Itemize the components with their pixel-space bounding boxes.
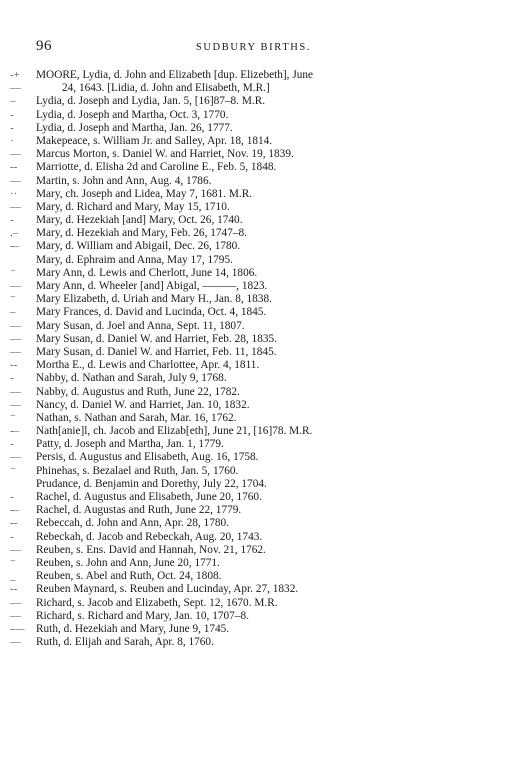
record-text: Reuben, s. Ens. David and Hannah, Nov. 21, 1762.	[36, 543, 266, 556]
record-entry	[0, 161, 507, 174]
margin-mark: —	[10, 319, 21, 332]
margin-mark: —	[10, 385, 21, 398]
margin-mark: .–	[10, 227, 19, 240]
record-text: Mary, d. Hezekiah and Mary, Feb. 26, 1747–8.	[36, 227, 247, 240]
record-entry	[0, 109, 507, 122]
record-text: Mortha E., d. Lewis and Charlottee, Apr. 4, 1811.	[36, 359, 260, 372]
margin-mark: -	[10, 121, 14, 134]
margin-mark: —	[10, 398, 21, 411]
record-entry-continuation	[0, 82, 507, 95]
margin-mark: -	[10, 530, 14, 543]
margin-mark: -	[10, 372, 14, 385]
record-text: Mary Ann, d. Lewis and Cherlott, June 14, 1806.	[36, 266, 258, 279]
record-text: Nabby, d. Nathan and Sarah, July 9, 1768.	[36, 372, 227, 385]
record-text: Mary Ann, d. Wheeler [and] Abigal, ———, 1823.	[36, 280, 268, 292]
margin-mark: —	[10, 451, 21, 464]
record-text: Mary, d. Hezekiah [and] Mary, Oct. 26, 1740.	[36, 214, 243, 227]
margin-mark: —	[10, 345, 21, 358]
record-entry	[0, 254, 507, 267]
record-entry	[0, 531, 507, 544]
record-entry	[0, 623, 507, 636]
running-head: SUDBURY BIRTHS.	[195, 42, 312, 53]
record-text: Makepeace, s. William Jr. and Salley, Apr. 18, 1814.	[36, 134, 273, 147]
record-text: Mary, ch. Joseph and Lidea, May 7, 1681. M.R.	[36, 187, 253, 200]
record-entry	[0, 504, 507, 517]
margin-mark: ⁻	[10, 266, 16, 279]
record-text: MOORE, Lydia, d. John and Elizabeth [dup. Elizebeth], June	[36, 69, 314, 81]
record-entry	[0, 346, 507, 359]
record-entry	[0, 557, 507, 570]
record-entry	[0, 491, 507, 504]
margin-mark: -—	[10, 622, 25, 635]
birth-record-list	[0, 69, 507, 649]
record-text: Mary, d. Ephraim and Anna, May 17, 1795.	[36, 253, 233, 266]
record-text: Mary Frances, d. David and Lucinda, Oct. 4, 1845.	[36, 306, 267, 319]
margin-mark: -–	[10, 425, 20, 438]
margin-mark: ⁻	[10, 293, 16, 306]
record-text: Mary Susan, d. Joel and Anna, Sept. 11, 1807.	[36, 319, 245, 332]
record-text: Mary Elizabeth, d. Uriah and Mary H., Jan. 8, 1838.	[36, 293, 272, 306]
record-text: Nabby, d. Augustus and Ruth, June 22, 1782.	[36, 385, 240, 398]
record-entry	[0, 610, 507, 623]
record-entry	[0, 517, 507, 530]
record-entry	[0, 544, 507, 557]
margin-mark: –	[10, 306, 16, 319]
record-text: Martin, s. John and Ann, Aug. 4, 1786.	[36, 174, 212, 187]
margin-mark: -	[10, 108, 14, 121]
record-entry	[0, 465, 507, 478]
margin-mark: —	[10, 280, 21, 292]
record-entry	[0, 214, 507, 227]
record-entry	[0, 451, 507, 464]
record-entry	[0, 280, 507, 293]
record-entry	[0, 372, 507, 385]
record-entry	[0, 69, 507, 82]
record-entry	[0, 188, 507, 201]
record-entry	[0, 333, 507, 346]
record-text: Phinehas, s. Bezalael and Ruth, Jan. 5, 1760.	[36, 464, 239, 477]
margin-mark: -	[10, 214, 14, 227]
margin-mark: —	[10, 82, 21, 95]
margin-mark: —	[10, 148, 21, 161]
record-entry	[0, 399, 507, 412]
record-text: 24, 1643. [Lidia, d. John and Elisabeth, M.R.]	[62, 82, 270, 95]
margin-mark: ⁻	[10, 411, 16, 424]
record-text: Nath[anie]l, ch. Jacob and Elizab[eth], June 21, [16]78. M.R.	[36, 425, 313, 438]
margin-mark: -+	[10, 69, 20, 81]
margin-mark: ⁻	[10, 464, 16, 477]
record-text: Reuben, s. John and Ann, June 20, 1771.	[36, 556, 220, 569]
record-entry	[0, 386, 507, 399]
record-text: Reuben, s. Abel and Ruth, Oct. 24, 1808.	[36, 570, 222, 583]
margin-mark: ·	[10, 134, 14, 147]
record-entry	[0, 201, 507, 214]
record-text: Prudance, d. Benjamin and Dorethy, July 22, 1704.	[36, 477, 267, 490]
record-text: Ruth, d. Hezekiah and Mary, June 9, 1745.	[36, 622, 230, 635]
record-entry	[0, 412, 507, 425]
record-text: Ruth, d. Elijah and Sarah, Apr. 8, 1760.	[36, 636, 214, 649]
record-text: Lydia, d. Joseph and Lydia, Jan. 5, [16]87–8. M.R.	[36, 95, 266, 108]
record-entry	[0, 122, 507, 135]
margin-mark: -–	[10, 240, 20, 253]
page-number: 96	[36, 38, 52, 54]
record-text: Lydia, d. Joseph and Martha, Jan. 26, 1777.	[36, 121, 233, 134]
margin-mark: —	[10, 609, 21, 622]
record-text: Marriotte, d. Elisha 2d and Caroline E., Feb. 5, 1848.	[36, 161, 277, 174]
record-entry	[0, 306, 507, 319]
margin-mark: —	[10, 596, 21, 609]
record-entry	[0, 240, 507, 253]
record-entry	[0, 583, 507, 596]
record-entry	[0, 570, 507, 583]
record-entry	[0, 438, 507, 451]
margin-mark: ··	[10, 187, 18, 200]
record-text: Lydia, d. Joseph and Martha, Oct. 3, 1770.	[36, 108, 229, 121]
record-entry	[0, 478, 507, 491]
record-text: Persis, d. Augustus and Elisabeth, Aug. 16, 1758.	[36, 451, 259, 464]
margin-mark: —	[10, 174, 21, 187]
margin-mark: --	[10, 517, 18, 530]
margin-mark: –	[10, 95, 16, 108]
margin-mark: --	[10, 161, 18, 174]
record-text: Mary, d. William and Abigail, Dec. 26, 1780.	[36, 240, 241, 253]
record-text: Rachel, d. Augustas and Ruth, June 22, 1779.	[36, 504, 242, 517]
margin-mark: ⁻	[10, 556, 16, 569]
margin-mark: --	[10, 359, 18, 372]
record-text: Rebeckah, d. Jacob and Rebeckah, Aug. 20, 1743.	[36, 530, 263, 543]
record-text: Richard, s. Richard and Mary, Jan. 10, 1707–8.	[36, 609, 249, 622]
margin-mark: -–	[10, 504, 20, 517]
record-text: Mary Susan, d. Daniel W. and Harriet, Feb. 11, 1845.	[36, 345, 277, 358]
record-entry	[0, 227, 507, 240]
margin-mark: --	[10, 583, 18, 596]
record-text: Nathan, s. Nathan and Sarah, Mar. 16, 1762.	[36, 411, 237, 424]
record-text: Richard, s. Jacob and Elizabeth, Sept. 12, 1670. M.R.	[36, 596, 278, 609]
record-entry	[0, 597, 507, 610]
margin-mark: —	[10, 200, 21, 213]
record-text: Patty, d. Joseph and Martha, Jan. 1, 1779.	[36, 438, 224, 451]
record-text: Reuben Maynard, s. Reuben and Lucinday, Apr. 27, 1832.	[36, 583, 299, 596]
record-entry	[0, 267, 507, 280]
margin-mark: —	[10, 636, 21, 649]
record-text: Nancy, d. Daniel W. and Harriet, Jan. 10, 1832.	[36, 398, 250, 411]
margin-mark: —	[10, 543, 21, 556]
record-entry	[0, 293, 507, 306]
record-entry	[0, 359, 507, 372]
record-entry	[0, 636, 507, 649]
margin-mark: -	[10, 438, 14, 451]
record-entry	[0, 148, 507, 161]
record-text: Marcus Morton, s. Daniel W. and Harriet, Nov. 19, 1839.	[36, 148, 294, 161]
margin-mark: -	[10, 491, 14, 503]
record-entry	[0, 135, 507, 148]
record-text: Rachel, d. Augustus and Elisabeth, June 20, 1760.	[36, 491, 262, 503]
record-text: Mary Susan, d. Daniel W. and Harriet, Feb. 28, 1835.	[36, 332, 277, 345]
record-text: Rebeccah, d. John and Ann, Apr. 28, 1780.	[36, 517, 229, 530]
record-entry	[0, 425, 507, 438]
margin-mark: _	[10, 570, 16, 583]
record-text: Mary, d. Richard and Mary, May 15, 1710.	[36, 200, 230, 213]
record-entry	[0, 95, 507, 108]
record-entry	[0, 175, 507, 188]
margin-mark: —	[10, 332, 21, 345]
page-header	[36, 40, 471, 56]
record-entry	[0, 320, 507, 333]
